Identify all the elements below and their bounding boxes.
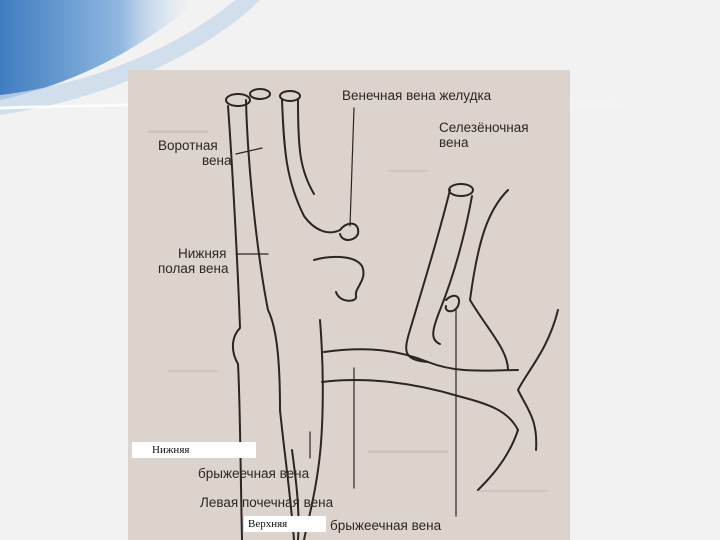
label-ivc-line1: Нижняя	[178, 246, 227, 261]
label-left-renal-vein: Левая почечная вена	[200, 495, 334, 510]
vessel-opening-top	[250, 89, 270, 99]
ligature-clip	[446, 296, 459, 312]
label-ivc-line2: полая вена	[158, 261, 229, 276]
label-superior-mesenteric-word: Верхняя	[244, 516, 326, 532]
label-splenic-vein-line1: Селезёночная	[439, 120, 529, 135]
label-coronary-vein: Венечная вена желудка	[342, 88, 492, 103]
portal-vein-outline-inner	[298, 100, 314, 194]
splenic-vein-opening	[449, 184, 473, 196]
right-vessel-outline-2	[478, 430, 518, 490]
label-splenic-vein-line2: вена	[439, 135, 469, 150]
right-vessel-outline	[518, 310, 558, 450]
label-superior-mesenteric-rest: брыжеечная вена	[330, 518, 442, 533]
vessel-opening-top	[280, 91, 300, 101]
label-portal-vein-line2: вена	[202, 153, 232, 168]
vessel-cut-stub	[314, 257, 364, 301]
splenic-vein-outline	[406, 190, 450, 362]
label-inferior-mesenteric-word: Нижняя	[132, 442, 256, 458]
left-renal-vein-lower	[322, 380, 518, 430]
inferior-vena-cava-outline-right	[246, 100, 280, 410]
splenic-vein-outline-2	[433, 196, 472, 344]
vein-anatomy-figure	[128, 70, 570, 540]
label-inferior-mesenteric-rest: брыжеечная вена	[198, 466, 310, 481]
portal-vein-outline	[282, 100, 340, 232]
coronary-vein-stub	[340, 224, 358, 240]
superior-mesenteric-outline	[470, 190, 508, 370]
label-portal-vein-line1: Воротная	[158, 138, 218, 153]
left-renal-vein-upper	[324, 349, 518, 370]
leader-line-coronary	[350, 108, 354, 226]
